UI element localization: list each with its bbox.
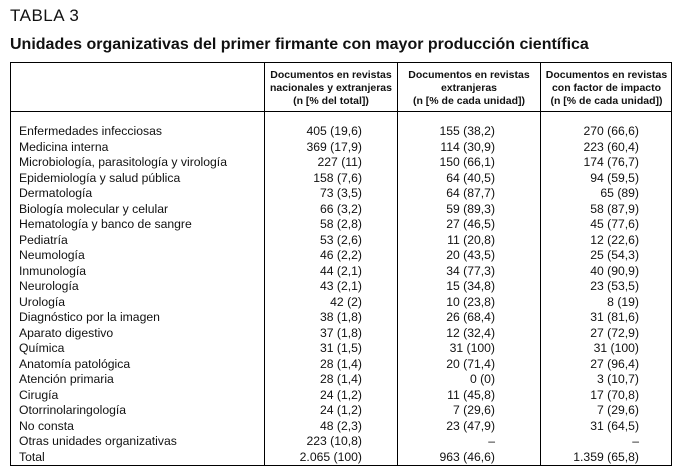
column-header-1 bbox=[265, 69, 397, 108]
row-value: 43 (2,1) bbox=[319, 279, 362, 293]
row-value: 15 (34,8) bbox=[446, 279, 495, 293]
table-row bbox=[11, 419, 671, 435]
data-table bbox=[10, 62, 672, 466]
row-value: 20 (43,5) bbox=[446, 248, 495, 262]
row-value: 3 (10,7) bbox=[596, 372, 639, 386]
row-value: – bbox=[632, 434, 639, 448]
table-row bbox=[11, 140, 671, 156]
table-body bbox=[11, 124, 671, 465]
row-label: Neurología bbox=[19, 279, 79, 293]
row-value: 8 (19) bbox=[607, 294, 639, 309]
row-value: 25 (54,3) bbox=[590, 248, 639, 262]
row-value: 94 (59,5) bbox=[590, 170, 639, 185]
table-title: Unidades organizativas del primer firmante con mayor producción científica bbox=[10, 36, 589, 53]
row-value: 223 (60,4) bbox=[583, 139, 639, 154]
table-row bbox=[11, 326, 671, 342]
table-row bbox=[11, 264, 671, 280]
row-label: Pediatría bbox=[19, 232, 68, 247]
row-value: 2.065 (100) bbox=[299, 449, 362, 464]
row-label: Atención primaria bbox=[19, 372, 114, 386]
row-value: 174 (76,7) bbox=[583, 155, 639, 169]
row-value: 23 (47,9) bbox=[446, 418, 495, 433]
row-value: 27 (96,4) bbox=[590, 356, 639, 371]
row-value: 10 (23,8) bbox=[446, 294, 495, 309]
row-value: 7 (29,6) bbox=[452, 403, 495, 417]
row-value: 48 (2,3) bbox=[319, 418, 362, 433]
row-label: No consta bbox=[19, 418, 74, 433]
row-value: 28 (1,4) bbox=[319, 356, 362, 371]
row-value: 114 (30,9) bbox=[440, 139, 495, 154]
row-value: 31 (81,6) bbox=[590, 310, 639, 324]
row-value: 158 (7,6) bbox=[313, 170, 362, 185]
row-label: Microbiología, parasitología y virología bbox=[19, 155, 227, 169]
row-value: 12 (22,6) bbox=[590, 232, 639, 247]
row-value: 23 (53,5) bbox=[590, 279, 639, 293]
row-label: Medicina interna bbox=[19, 139, 109, 154]
table-row bbox=[11, 217, 671, 233]
row-value: 0 (0) bbox=[469, 372, 495, 386]
row-label: Biología molecular y celular bbox=[19, 201, 169, 216]
table-label: TABLA 3 bbox=[10, 6, 80, 25]
row-label: Neumología bbox=[19, 248, 85, 262]
column-header-line: Documentos en revistas bbox=[408, 69, 530, 81]
column-header-line: (n [% de cada unidad]) bbox=[550, 95, 663, 107]
table-row bbox=[11, 233, 671, 249]
table-row bbox=[11, 279, 671, 295]
row-value: – bbox=[488, 434, 495, 448]
header-divider bbox=[11, 111, 671, 112]
table-row bbox=[11, 450, 671, 466]
row-value: 37 (1,8) bbox=[319, 325, 362, 340]
row-value: 45 (77,6) bbox=[590, 217, 639, 231]
row-value: 64 (40,5) bbox=[446, 170, 495, 185]
row-value: 38 (1,8) bbox=[319, 310, 362, 324]
row-value: 31 (1,5) bbox=[319, 341, 362, 355]
column-header-line: con factor de impacto bbox=[551, 82, 662, 94]
row-value: 17 (70,8) bbox=[590, 387, 639, 402]
table-row bbox=[11, 202, 671, 218]
table-row bbox=[11, 341, 671, 357]
row-value: 65 (89) bbox=[600, 186, 639, 200]
row-label: Aparato digestivo bbox=[19, 325, 114, 340]
row-value: 31 (100) bbox=[593, 341, 639, 355]
row-label: Cirugía bbox=[19, 387, 59, 402]
table-row bbox=[11, 186, 671, 202]
table-row bbox=[11, 295, 671, 311]
row-value: 46 (2,2) bbox=[319, 248, 362, 262]
table-row bbox=[11, 124, 671, 140]
row-value: 31 (100) bbox=[449, 341, 495, 355]
row-value: 227 (11) bbox=[317, 155, 362, 169]
column-header-line: (n [% de cada unidad]) bbox=[412, 95, 525, 107]
column-header-line: Documentos en revistas bbox=[270, 69, 392, 81]
row-value: 58 (87,9) bbox=[590, 201, 639, 216]
row-label: Otras unidades organizativas bbox=[19, 434, 177, 448]
column-header-line: extranjeras bbox=[440, 82, 498, 94]
table-row bbox=[11, 171, 671, 187]
row-value: 270 (66,6) bbox=[583, 124, 639, 138]
row-value: 7 (29,6) bbox=[596, 403, 639, 417]
table-row bbox=[11, 248, 671, 264]
row-label: Urología bbox=[19, 294, 66, 309]
row-label: Diagnóstico por la imagen bbox=[19, 310, 160, 324]
row-label: Hematología y banco de sangre bbox=[19, 217, 192, 231]
row-value: 28 (1,4) bbox=[319, 372, 362, 386]
row-label: Inmunología bbox=[19, 263, 87, 278]
row-value: 31 (64,5) bbox=[590, 418, 639, 433]
row-value: 26 (68,4) bbox=[446, 310, 495, 324]
row-value: 11 (45,8) bbox=[447, 387, 495, 402]
row-value: 58 (2,8) bbox=[319, 217, 362, 231]
table-row bbox=[11, 372, 671, 388]
row-value: 223 (10,8) bbox=[306, 434, 362, 448]
row-value: 66 (3,2) bbox=[319, 201, 362, 216]
row-value: 73 (3,5) bbox=[319, 186, 362, 200]
row-value: 369 (17,9) bbox=[306, 139, 362, 154]
row-value: 34 (77,3) bbox=[446, 263, 495, 278]
row-value: 24 (1,2) bbox=[319, 403, 362, 417]
row-value: 963 (46,6) bbox=[439, 449, 495, 464]
table-row bbox=[11, 357, 671, 373]
table-row bbox=[11, 155, 671, 171]
column-header-line: (n [% del total]) bbox=[293, 95, 369, 107]
column-header-line: nacionales y extranjeras bbox=[270, 82, 392, 94]
row-label: Otorrinolaringología bbox=[19, 403, 127, 417]
row-label: Total bbox=[19, 449, 45, 464]
row-value: 44 (2,1) bbox=[319, 263, 362, 278]
table-row bbox=[11, 434, 671, 450]
row-value: 24 (1,2) bbox=[319, 387, 362, 402]
row-value: 150 (66,1) bbox=[439, 155, 495, 169]
row-value: 1.359 (65,8) bbox=[573, 449, 639, 464]
row-value: 59 (89,3) bbox=[446, 201, 495, 216]
column-header-2 bbox=[398, 69, 540, 108]
column-header-3 bbox=[541, 69, 672, 108]
row-label: Química bbox=[19, 341, 65, 355]
row-label: Epidemiología y salud pública bbox=[19, 170, 181, 185]
row-label: Dermatología bbox=[19, 186, 93, 200]
row-value: 20 (71,4) bbox=[446, 356, 495, 371]
table-row bbox=[11, 403, 671, 419]
column-header-line: Documentos en revistas bbox=[545, 69, 668, 81]
table-row bbox=[11, 388, 671, 404]
row-value: 155 (38,2) bbox=[439, 124, 495, 138]
row-value: 11 (20,8) bbox=[447, 232, 495, 247]
row-value: 27 (46,5) bbox=[446, 217, 495, 231]
row-value: 64 (87,7) bbox=[446, 186, 495, 200]
row-value: 12 (32,4) bbox=[446, 325, 495, 340]
row-label: Enfermedades infecciosas bbox=[19, 124, 162, 138]
row-value: 405 (19,6) bbox=[306, 124, 362, 138]
row-value: 53 (2,6) bbox=[319, 232, 362, 247]
table-row bbox=[11, 310, 671, 326]
row-value: 42 (2) bbox=[330, 294, 362, 309]
row-value: 40 (90,9) bbox=[590, 263, 639, 278]
row-value: 27 (72,9) bbox=[590, 325, 639, 340]
row-label: Anatomía patológica bbox=[19, 356, 131, 371]
